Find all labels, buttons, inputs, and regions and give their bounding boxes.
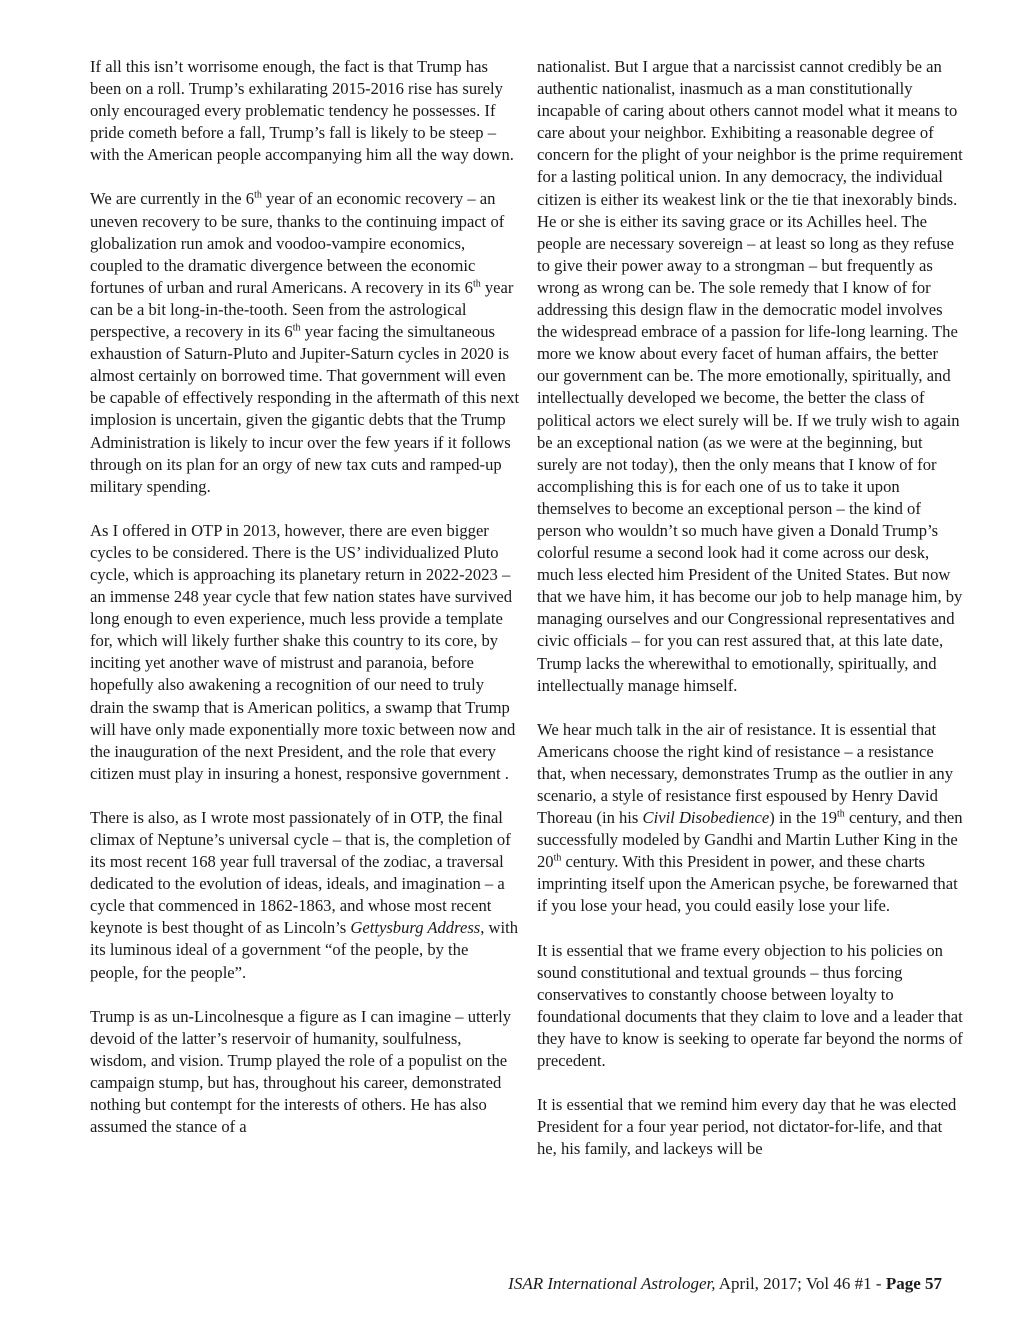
text-run: year can be a bit long-in-the-tooth. Seen from the astrological perspective, a recovery in its 6 <box>90 277 514 342</box>
page-number: Page 57 <box>885 1274 942 1293</box>
right-paragraph-1: nationalist. But I argue that a narcissist cannot credibly be an authentic nationalist, inasmuch as a man constitutionally incapable of caring about others cannot model what it means to care about your neighbor. Exhibiting a reasonable degree of concern for the plight of your neighbor is the prime requirement for a lasting political union. In any democracy, the individual citizen is either its weakest link or the tie that inexorably binds. He or she is either its saving grace or its Achilles heel. The people are necessary sovereign – at least so long as they refuse to give their power away to a strongman – but frequently as wrong as wrong can be. The sole remedy that I know of for addressing this design flaw in the democratic model involves the widespread embrace of a passion for life-long learning. The more we know about every facet of human affairs, the better our government can be. The more emotionally, spiritually, and intellectually developed we become, the better the class of political actors we elect surely will be. If we truly wish to again be an exceptional nation (as we were at the beginning, but surely are not today), then the only means that I know of for accomplishing this is for each one of us to take it upon themselves to become an exceptional person – the kind of person who wouldn’t so much have given a Donald Trump’s colorful resume a second look had it come across our desk, much less elected him President of the United States. But now that we have him, it has become our job to help manage him, by managing ourselves and our Congressional representatives and civic officials – for you can rest assured that, at this late date, Trump lacks the wherewithal to emotionally, spiritually, and intellectually manage himself. <box>537 57 963 695</box>
superscript: th <box>472 278 481 290</box>
text-run: , with its luminous ideal of a government “of the people, by the people, for the people”. <box>90 918 519 982</box>
italic-title: Gettysburg Address <box>350 918 481 938</box>
left-paragraph-1: If all this isn’t worrisome enough, the fact is that Trump has been on a roll. Trump’s exhilarating 2015-2016 rise has surely only encouraged every problematic tendency he possesses. If pride cometh before a fall, Trump’s fall is likely to be steep – with the American people accompanying him all the way down. <box>90 57 514 165</box>
issue-info: April, 2017; Vol 46 #1 - <box>715 1274 886 1293</box>
left-paragraph-5: Trump is as un-Lincolnesque a figure as I can imagine – utterly devoid of the latter’s reservoir of humanity, soulfulness, wisdom, and vision. Trump played the role of a populist on the campaign stump, but has, throughout his career, demonstrated nothing but contempt for the interests of others. He has also assumed the stance of a <box>90 1006 512 1137</box>
text-run: year of an economic recovery – an uneven recovery to be sure, thanks to the continuing impact of globalization run amok and voodoo-vampire economics, coupled to the dramatic divergence between the economic fortunes of urban and rural Americans. A recovery in its 6 <box>90 189 505 297</box>
right-paragraph-2 <box>537 719 964 918</box>
text-run: century. With this President in power, and these charts imprinting itself upon the American psyche, be forewarned that if you lose your head, you could easily lose your life. <box>537 852 958 916</box>
superscript: th <box>553 852 562 864</box>
right-paragraph-4: It is essential that we remind him every day that he was elected President for a four year period, not dictator-for-life, and that he, his family, and lackeys will be <box>537 1095 957 1159</box>
right-column <box>537 56 964 1160</box>
text-run: year facing the simultaneous exhaustion of Saturn-Pluto and Jupiter-Saturn cycles in 2020 is almost certainly on borrowed time. That government will even be capable of effectively responding in the aftermath of this next implosion is uncertain, given the gigantic debts that the Trump Administration is likely to incur over the few years if it follows through on its plan for an orgy of new tax cuts and ramped-up military spending. <box>90 322 520 496</box>
superscript: th <box>254 189 262 201</box>
text-run: ) in the 19 <box>769 808 838 828</box>
left-paragraph-3: As I offered in OTP in 2013, however, there are even bigger cycles to be considered. There is the US’ individualized Pluto cycle, which is approaching its planetary return in 2022-2023 – an immense 248 year cycle that few nation states have survived long enough to even experience, much less provide a template for, which will likely further shake this country to its core, by inciting yet another wave of mistrust and paranoia, before hopefully also awakening a recognition of our need to truly drain the swamp that is American politics, a swamp that Trump will have only made exponentially more toxic between now and the inauguration of the next President, and the role that every citizen must play in insuring a honest, responsive government . <box>90 520 516 783</box>
left-paragraph-2 <box>90 188 520 497</box>
superscript: th <box>292 322 301 334</box>
page-footer <box>508 1274 942 1294</box>
text-run: We are currently in the 6 <box>90 189 255 209</box>
text-run: We hear much talk in the air of resistance. It is essential that Americans choose the right kind of resistance – a resistance that, when necessary, demonstrates Trump as the outlier in any scenario, a style of resistance first espoused by Henry David Thoreau (in his <box>537 719 953 828</box>
publication-name: ISAR International Astrologer, <box>508 1274 716 1293</box>
right-paragraph-3: It is essential that we frame every objection to his policies on sound constitutional and textual grounds – thus forcing conservatives to constantly choose between loyalty to foundational documents that they claim to love and a leader that they have to know is seeking to operate far beyond the norms of precedent. <box>537 940 963 1071</box>
text-run: There is also, as I wrote most passionately of in OTP, the final climax of Neptune’s universal cycle – that is, the completion of its most recent 168 year full traversal of the zodiac, a traversal dedicated to the evolution of ideas, ideals, and imagination – a cycle that commenced in 1862-1863, and whose most recent keynote is best thought of as Lincoln’s <box>90 807 511 938</box>
left-column <box>90 56 520 1138</box>
superscript: th <box>837 808 845 820</box>
left-paragraph-4 <box>90 807 520 984</box>
italic-title: Civil Disobedience <box>642 808 770 828</box>
text-run: century, and then successfully modeled by Gandhi and Martin Luther King in the 20 <box>537 808 963 872</box>
